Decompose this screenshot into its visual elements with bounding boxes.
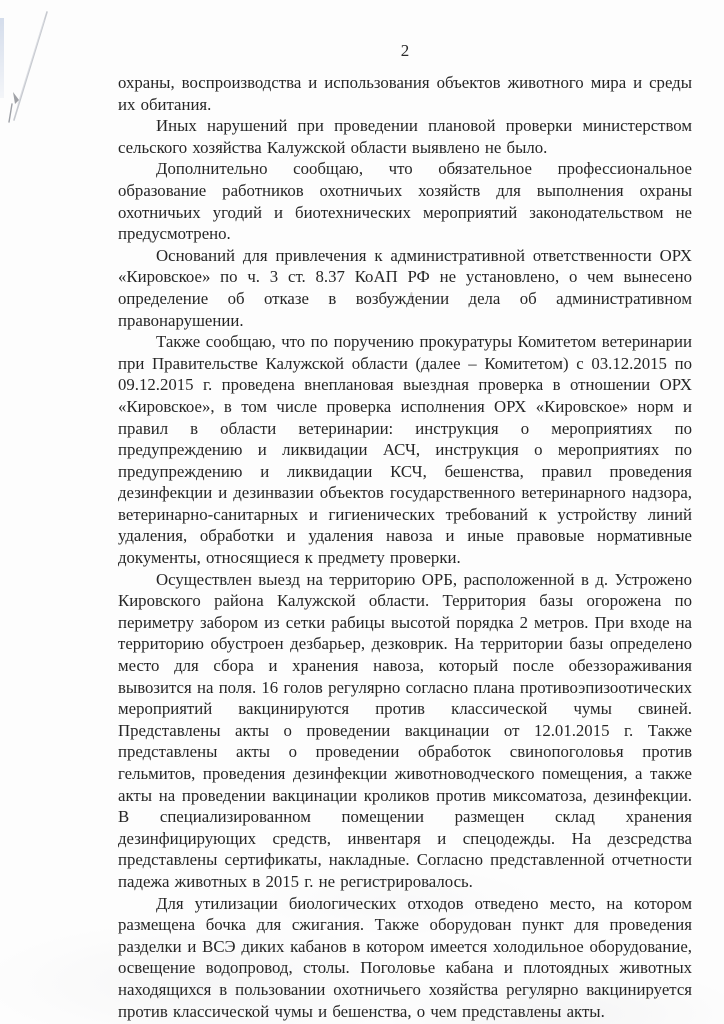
paragraph-6: Осуществлен выезд на территорию ОРБ, расположенной в д. Устрожено Кировского района Калужской области. Территория базы огорожена по периметру забором из сетки рабицы высотой порядка 2 метров. При входе на территорию обустроен дезбарьер, дезковрик. На территории базы определено место для сбора и хранения навоза, который после обеззораживания вывозится на поля. 16 голов регулярно согласно плана противоэпизоотических мероприятий вакцинируются против классической чумы свиней. Представлены акты о проведении вакцинации от 12.01.2015 г. Также представлены акты о проведении обработок свинопоголовья против гельмитов, проведения дезинфекции животноводческого помещения, а также акты на проведении вакцинации кроликов против миксоматоза, дезинфекции. В специализированном помещении размещен склад хранения дезинфицирующих средств, инвентаря и спецодежды. На дезсредства представлены сертификаты, накладные. Согласно представленной отчетности падежа животных в 2015 г. не регистрировалось. [118,569,692,891]
paragraph-3: Дополнительно сообщаю, что обязательное профессиональное образование работников охотничьих хозяйств для выполнения охраны охотничьих угодий и биотехнических мероприятий законодательством не предусмотрено. [118,159,692,244]
scanner-edge-artifact [0,18,4,98]
paragraph-5: Также сообщаю, что по поручению прокуратуры Комитетом ветеринарии при Правительстве Калужской области (далее – Комитетом) с 03.12.2015 по 09.12.2015 г. проведена внеплановая выездная проверка в отношении ОРХ «Кировское», в том числе проверка исполнения ОРХ «Кировское» норм и правил в области ветеринарии: инструкция о мероприятиях по предупреждению и ликвидации АСЧ, инструкция о мероприятиях по предупреждению и ликвидации КСЧ, бешенства, правил проведения дезинфекции и дезинвазии объектов государственного ветеринарного надзора, ветеринарно-санитарных и гигиенических требований к устройству линий удаления, обработки и удаления навоза и иные правовые нормативные документы, относящиеся к предмету проверки. [118,332,692,568]
fold-scratch-artifact [0,0,70,150]
paragraph-1: охраны, воспроизводства и использования объектов животного мира и среды их обитания. [118,73,692,114]
page-number: 2 [400,41,410,60]
paragraph-2: Иных нарушений при проведении плановой проверки министерством сельского хозяйства Калужской области выявлено не было. [118,116,692,157]
paragraph-7: Для утилизации биологических отходов отведено место, на котором размещена бочка для сжигания. Также оборудован пункт для проведения разделки и ВСЭ диких кабанов в котором имеется холодильное оборудование, освещение водопровод, столы. Поголовье кабана и плотоядных животных находящихся в пользовании охотничьего хозяйства регулярно вакцинируется против классической чумы и бешенства, о чем представлены акты. [118,893,692,1021]
paragraph-4: Оснований для привлечения к административной ответственности ОРХ «Кировское» по ч. 3 ст. 8.37 КоАП РФ не установлено, о чем вынесено определение об отказе в возбуждении дела об административном правонарушении. [118,245,692,330]
document-body [118,72,692,1022]
